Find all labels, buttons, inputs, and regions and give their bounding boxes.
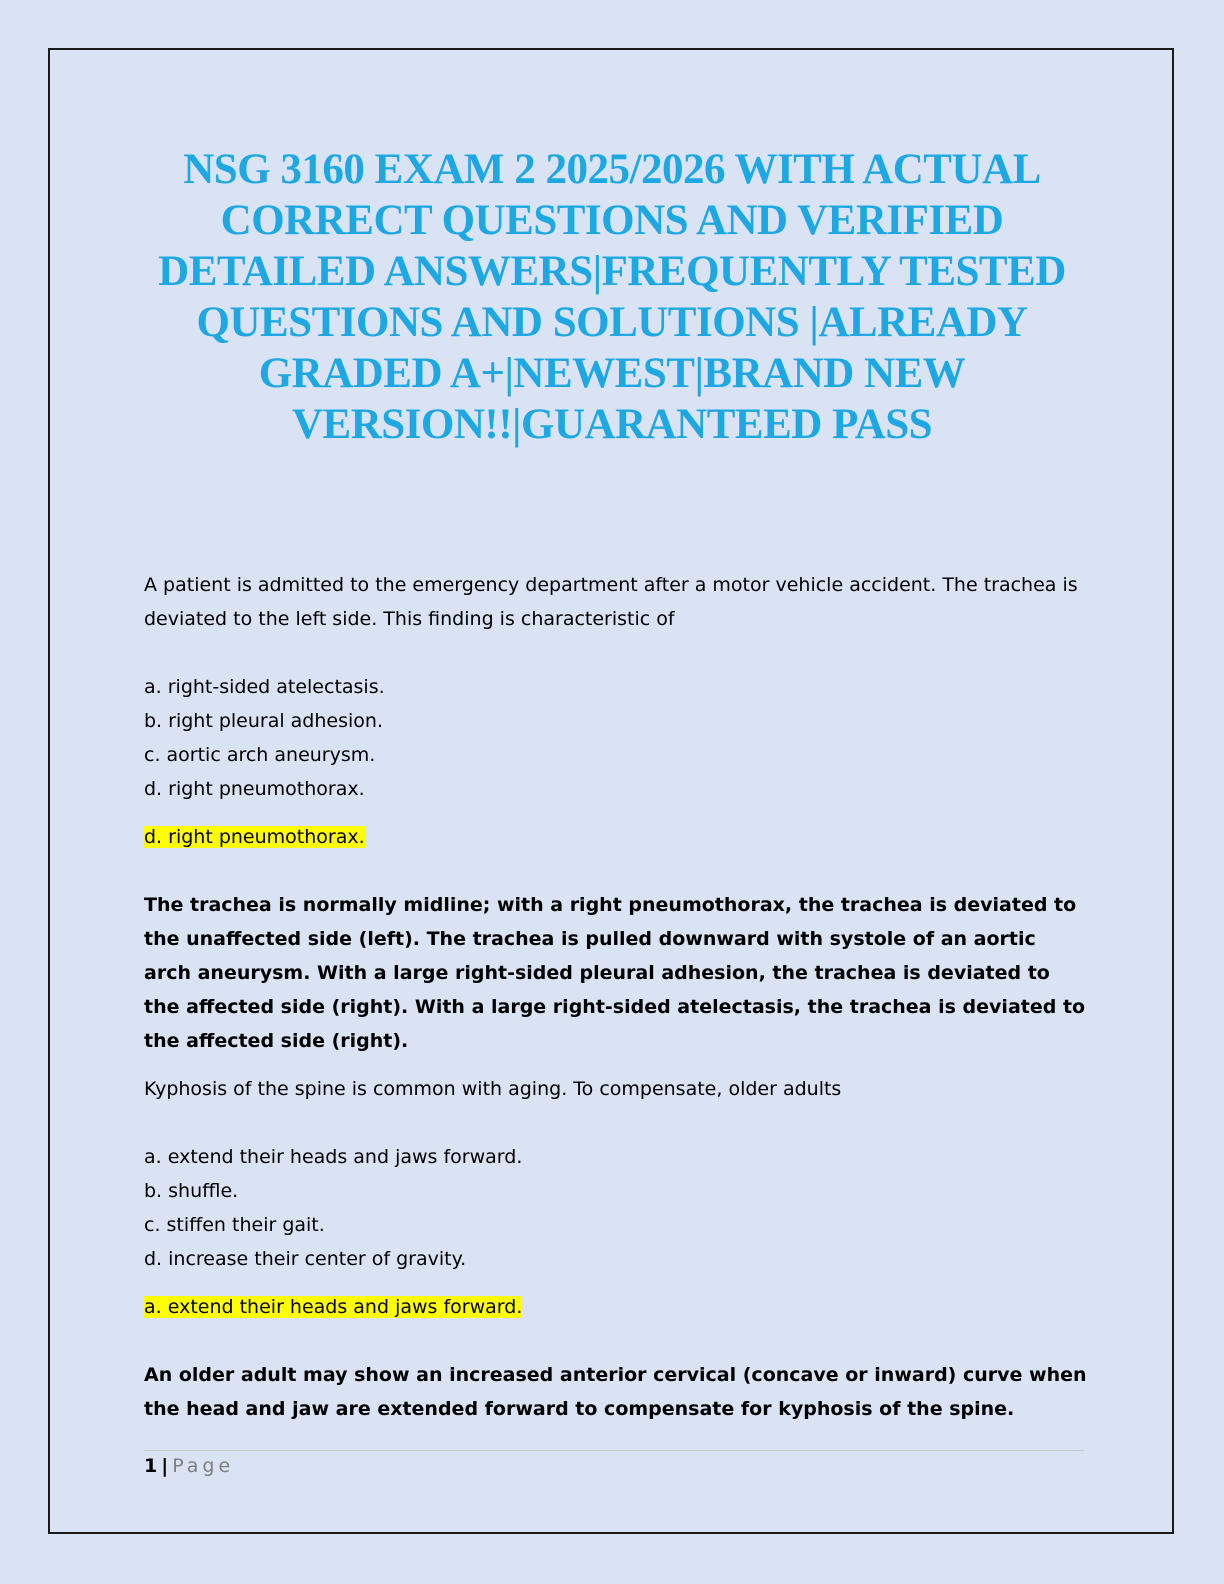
question-1-explanation: The trachea is normally midline; with a right pneumothorax, the trachea is deviated to the unaffected side (left). The trachea is pulled downward with systole of an aortic arch aneurysm. With a large right-sided pleural adhesion, the trachea is deviated to the affected side (right). With a large right-sided atelectasis, the trachea is deviated to the affected side (right). <box>144 894 1086 1052</box>
question-2-option-b: b. shuffle. <box>144 1180 239 1202</box>
footer-separator: | <box>161 1455 169 1477</box>
question-1-answer: d. right pneumothorax. <box>144 826 365 848</box>
question-1-stem: A patient is admitted to the emergency department after a motor vehicle accident. The trachea is deviated to the left side. This finding is characteristic of <box>144 574 1078 630</box>
page-number: 1 <box>144 1455 158 1477</box>
question-1-option-c: c. aortic arch aneurysm. <box>144 744 376 766</box>
question-2-option-a: a. extend their heads and jaws forward. <box>144 1146 523 1168</box>
question-1-option-d: d. right pneumothorax. <box>144 778 365 800</box>
question-2-option-d: d. increase their center of gravity. <box>144 1248 467 1270</box>
question-2-option-c: c. stiffen their gait. <box>144 1214 325 1236</box>
document-title: NSG 3160 EXAM 2 2025/2026 WITH ACTUAL CORRECT QUESTIONS AND VERIFIED DETAILED ANSWERS|FREQUENTLY TESTED QUESTIONS AND SOLUTIONS |ALREADY GRADED A+|NEWEST|BRAND NEW VERSION!!|GUARANTEED PASS <box>158 146 1066 448</box>
question-1-option-a: a. right-sided atelectasis. <box>144 676 385 698</box>
question-2-explanation: An older adult may show an increased anterior cervical (concave or inward) curve when the head and jaw are extended forward to compensate for kyphosis of the spine. <box>144 1364 1087 1420</box>
page-label: Page <box>172 1455 235 1477</box>
page-footer <box>144 1450 1084 1477</box>
question-2-answer: a. extend their heads and jaws forward. <box>144 1296 523 1318</box>
question-1-option-b: b. right pleural adhesion. <box>144 710 383 732</box>
question-2-stem: Kyphosis of the spine is common with aging. To compensate, older adults <box>144 1078 842 1100</box>
document-body <box>144 568 1088 1426</box>
